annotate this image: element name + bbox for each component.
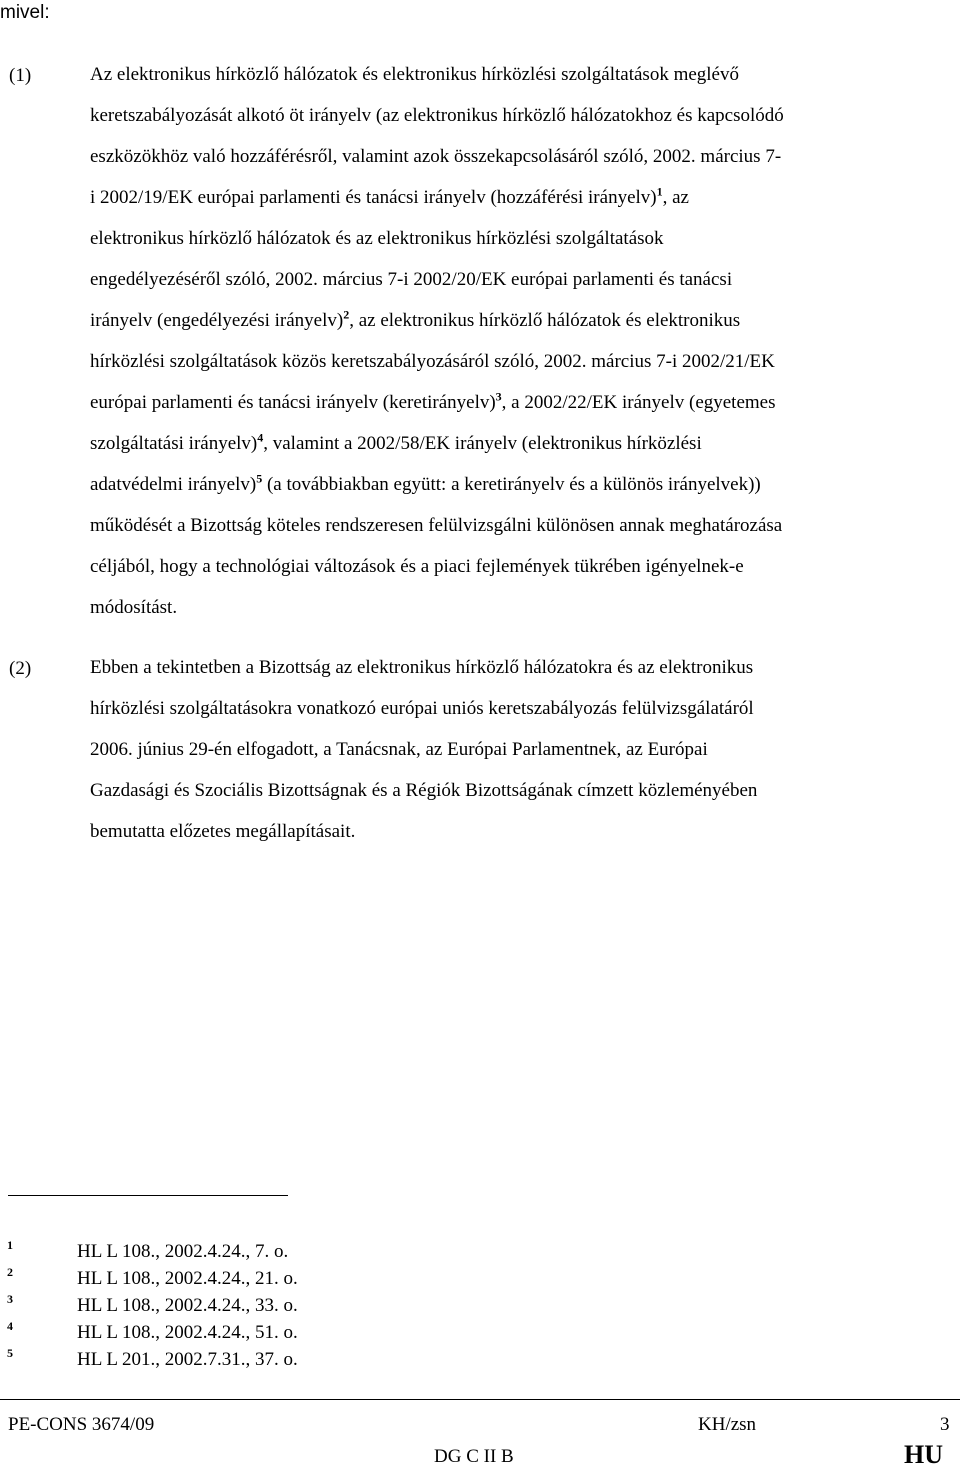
footer-language: HU [904, 1440, 943, 1469]
footer-separator [0, 1399, 960, 1400]
line-text: bemutatta előzetes megállapításait. [90, 821, 356, 842]
paragraph-line [90, 228, 664, 250]
footnote-text: HL L 201., 2002.7.31., 37. o. [77, 1349, 298, 1370]
line-text-after: (a továbbiakban együtt: a keretirányelv és a különös irányelvek)) [262, 474, 761, 495]
line-text: irányelv (engedélyezési irányelv) [90, 310, 344, 331]
intro-text: mivel: [0, 2, 50, 23]
line-text: céljából, hogy a technológiai változások és a piaci fejlemények tükrében igényelnek-e [90, 556, 744, 577]
footnote-text: HL L 108., 2002.4.24., 7. o. [77, 1241, 289, 1262]
footnote-number: 3 [7, 1292, 13, 1306]
line-text: Gazdasági és Szociális Bizottságnak és a Régiók Bizottságának címzett közleményében [90, 780, 758, 801]
footnote-reference: 1 [656, 184, 663, 199]
footnote-number: 2 [7, 1265, 13, 1279]
footnote-reference: 4 [257, 430, 264, 445]
footnote-number: 5 [7, 1346, 13, 1360]
footer-initials: KH/zsn [698, 1414, 757, 1435]
paragraph-number: (1) [9, 65, 32, 86]
footnote-text: HL L 108., 2002.4.24., 21. o. [77, 1268, 298, 1289]
paragraph-line [90, 698, 754, 720]
line-text: engedélyezéséről szóló, 2002. március 7-i 2002/20/EK európai parlamenti és tanácsi [90, 269, 733, 290]
line-text: működését a Bizottság köteles rendszeresen felülvizsgálni különösen annak meghatározása [90, 515, 783, 536]
line-text-after: , a 2002/22/EK irányelv (egyetemes [501, 392, 776, 413]
line-text: keretszabályozását alkotó öt irányelv (az elektronikus hírközlő hálózatokhoz és kapcsolódó [90, 105, 784, 126]
line-text: adatvédelmi irányelv) [90, 474, 257, 495]
line-text: elektronikus hírközlő hálózatok és az elektronikus hírközlési szolgáltatások [90, 228, 664, 249]
line-text: i 2002/19/EK európai parlamenti és tanácsi irányelv (hozzáférési irányelv) [90, 187, 657, 208]
paragraph-line [90, 515, 782, 537]
line-text-after: , valamint a 2002/58/EK irányelv (elektronikus hírközlési [263, 433, 702, 454]
paragraph-number: (2) [9, 658, 32, 679]
paragraph-line [90, 105, 784, 127]
line-text: 2006. június 29-én elfogadott, a Tanácsnak, az Európai Parlamentnek, az Európai [90, 739, 708, 760]
line-text: hírközlési szolgáltatásokra vonatkozó európai uniós keretszabályozás felülvizsgálatáról [90, 698, 754, 719]
line-text-after: , az [662, 187, 689, 208]
line-text-after: , az elektronikus hírközlő hálózatok és elektronikus [349, 310, 741, 331]
paragraph-line [90, 780, 757, 802]
paragraph-line [90, 657, 753, 679]
paragraph-line [90, 471, 761, 496]
footnote-number: 4 [7, 1319, 13, 1333]
footnote-reference: 5 [256, 471, 263, 486]
footnote-text: HL L 108., 2002.4.24., 51. o. [77, 1322, 298, 1343]
line-text: hírközlési szolgáltatások közös keretszabályozásáról szóló, 2002. március 7-i 2002/21/EK [90, 351, 775, 372]
footnote-text: HL L 108., 2002.4.24., 33. o. [77, 1295, 298, 1316]
paragraph-line [90, 821, 355, 843]
footer-page-number: 3 [940, 1414, 950, 1435]
paragraph-line [90, 146, 781, 168]
line-text: módosítást. [90, 597, 178, 618]
paragraph-line [90, 184, 689, 209]
line-text: szolgáltatási irányelv) [90, 433, 258, 454]
paragraph-line [90, 597, 177, 619]
line-text: Ebben a tekintetben a Bizottság az elektronikus hírközlő hálózatokra és az elektronikus [90, 657, 754, 678]
paragraph-line [90, 739, 708, 761]
line-text: Az elektronikus hírközlő hálózatok és elektronikus hírközlési szolgáltatások meglévő [90, 64, 739, 85]
footnote-separator [8, 1195, 288, 1196]
footer-doc-ref: PE-CONS 3674/09 [8, 1414, 155, 1435]
paragraph-line [90, 556, 744, 578]
footnote-reference: 3 [495, 389, 502, 404]
footnote-reference: 2 [343, 307, 350, 322]
footnote-number: 1 [7, 1238, 13, 1252]
paragraph-line [90, 307, 741, 332]
paragraph-line [90, 389, 776, 414]
paragraph-line [90, 430, 702, 455]
paragraph-line [90, 351, 775, 373]
line-text: eszközökhöz való hozzáférésről, valamint azok összekapcsolásáról szóló, 2002. március 7- [90, 146, 782, 167]
line-text: európai parlamenti és tanácsi irányelv (keretirányelv) [90, 392, 496, 413]
footer-dg: DG C II B [434, 1446, 514, 1467]
paragraph-line [90, 269, 732, 291]
paragraph-line [90, 64, 739, 86]
